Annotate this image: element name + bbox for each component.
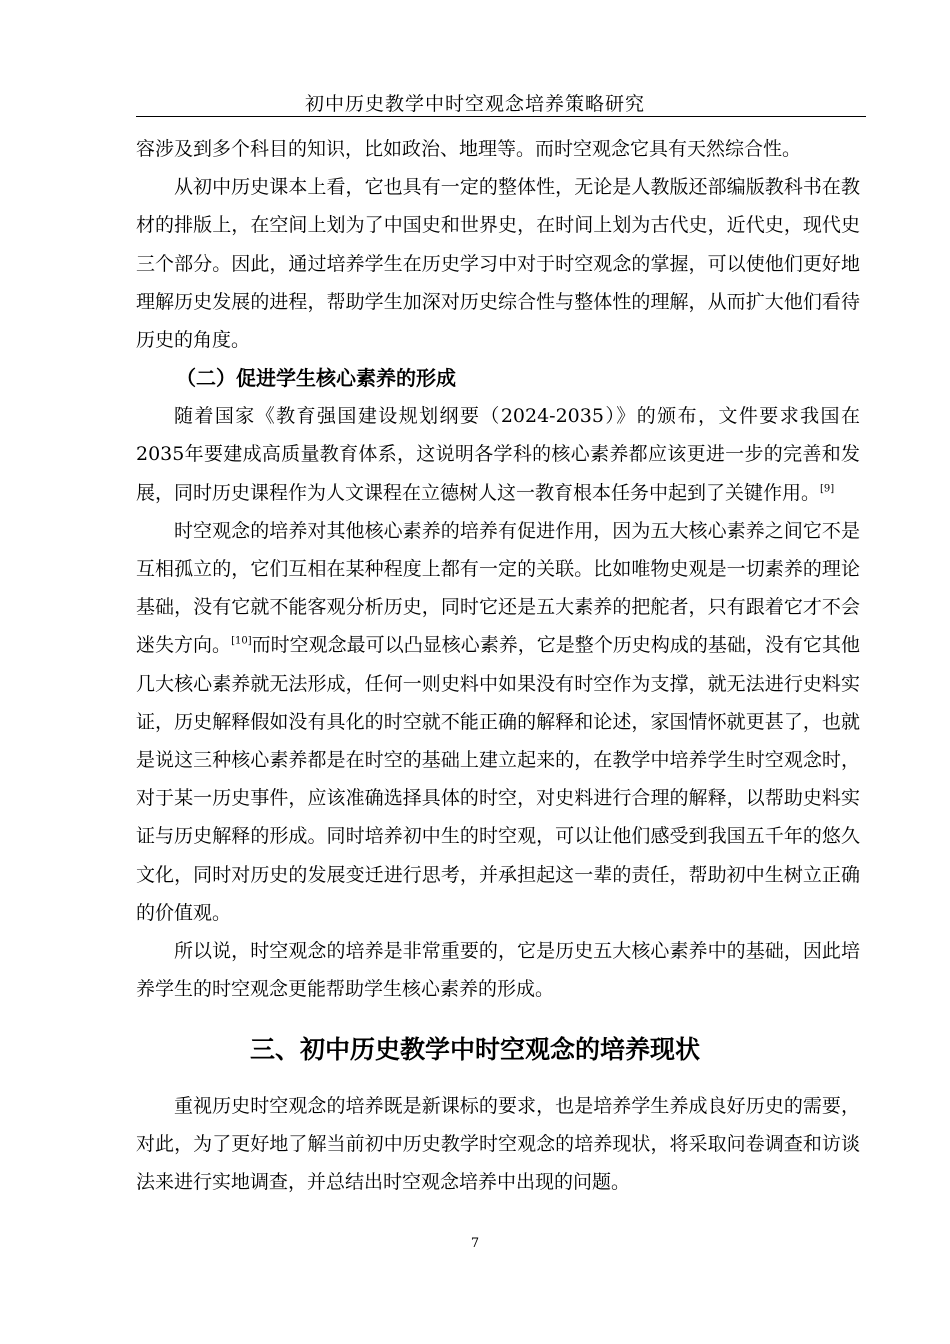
paragraph-education-plan-text: 随着国家《教育强国建设规划纲要（2024-2035）》的颁布，文件要求我国在2035年要建成高质量教育体系，这说明各学科的核心素养都应该更进一步的完善和发展，同时历史课程作为人文课程在立德树人这一教育根本任务中起到了关键作用。 (136, 405, 860, 504)
citation-9: [9] (820, 483, 835, 495)
section-heading-three: 三、初中历史教学中时空观念的培养现状 (249, 1035, 700, 1064)
paragraph-literacy-relations (136, 512, 860, 932)
paragraph-literacy-relations-text-b: 而时空观念最可以凸显核心素养，它是整个历史构成的基础，没有它其他几大核心素养就无法形成，任何一则史料中如果没有时空作为支撑，就无法进行史料实证，历史解释假如没有具化的时空就不能正确的解释和论述，家国情怀就更甚了，也就是说这三种核心素养都是在时空的基础上建立起来的，在教学中培养学生时空观念时，对于某一历史事件，应该准确选择具体的时空，对史料进行合理的解释，以帮助史料实证与历史解释的形成。同时培养初中生的时空观，可以让他们感受到我国五千年的悠久文化，同时对历史的发展变迁进行思考，并承担起这一辈的责任，帮助初中生树立正确的价值观。 (136, 634, 860, 924)
page-number: 7 (470, 1236, 480, 1251)
paragraph-literacy-relations-text-a: 时空观念的培养对其他核心素养的培养有促进作用，因为五大核心素养之间它不是互相孤立的，它们互相在某种程度上都有一定的关联。比如唯物史观是一切素养的理论基础，没有它就不能客观分析历史，同时它还是五大素养的把舵者，只有跟着它才不会迷失方向。 (136, 519, 860, 657)
paragraph-survey-intro: 重视历史时空观念的培养既是新课标的要求，也是培养学生养成良好历史的需要，对此，为了更好地了解当前初中历史教学时空观念的培养现状，将采取问卷调查和访谈法来进行实地调查，并总结出时空观念培养中出现的问题。 (136, 1095, 860, 1194)
paragraph-education-plan (136, 397, 860, 512)
body-text-top (136, 130, 860, 1008)
paragraph-textbook-integrity: 从初中历史课本上看，它也具有一定的整体性，无论是人教版还部编版教科书在教材的排版上，在空间上划为了中国史和世界史，在时间上划为古代史，近代史，现代史三个部分。因此，通过培养学生在历史学习中对于时空观念的掌握，可以使他们更好地理解历史发展的进程，帮助学生加深对历史综合性与整体性的理解，从而扩大他们看待历史的角度。 (136, 176, 860, 352)
paragraph-continuation: 容涉及到多个科目的知识，比如政治、地理等。而时空观念它具有天然综合性。 (136, 138, 802, 160)
paragraph-conclusion: 所以说，时空观念的培养是非常重要的，它是历史五大核心素养中的基础，因此培养学生的时空观念更能帮助学生核心素养的形成。 (136, 940, 860, 1001)
citation-10: [10] (231, 636, 252, 648)
body-text-section-three (136, 1087, 860, 1202)
running-header-title: 初中历史教学中时空观念培养策略研究 (304, 93, 645, 115)
subheading-core-literacy: （二）促进学生核心素养的形成 (176, 366, 456, 391)
header-divider (136, 116, 866, 117)
